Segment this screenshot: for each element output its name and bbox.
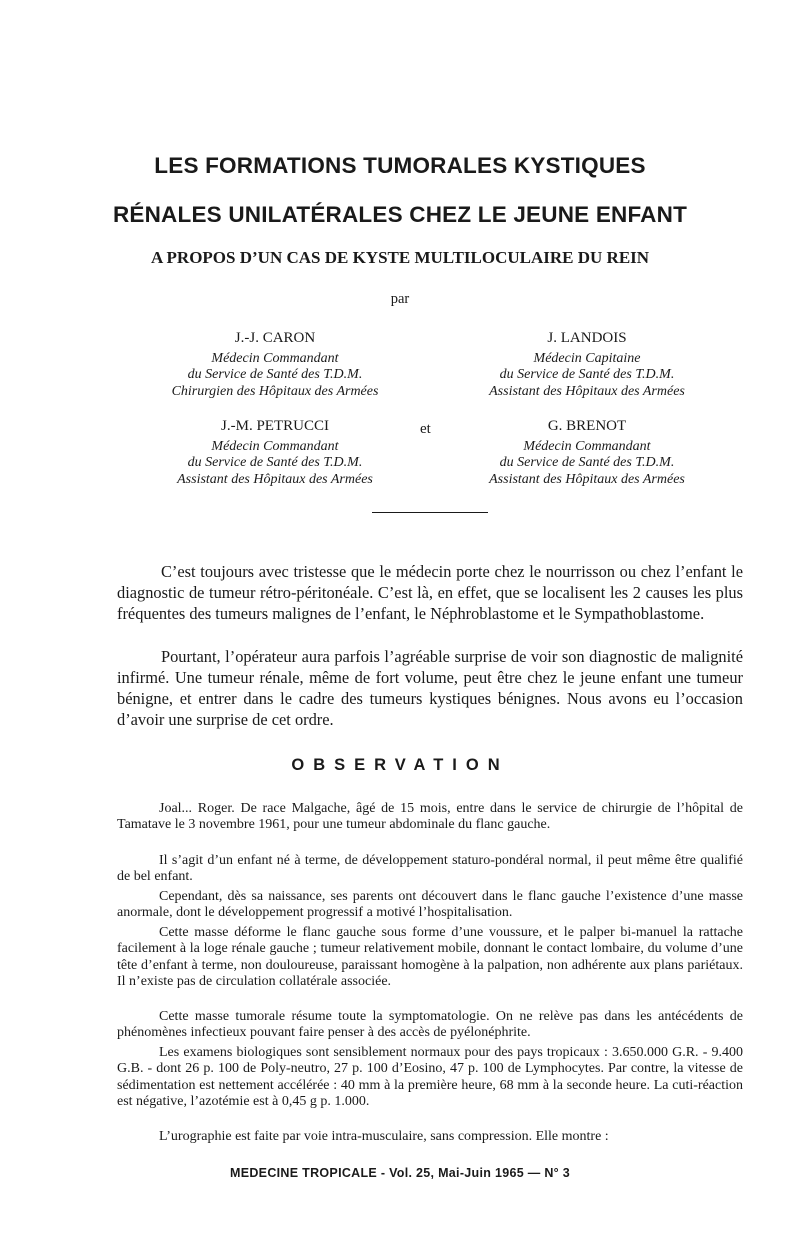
author-rank: Médecin Capitaine (533, 350, 641, 366)
observation-paragraph: L’urographie est faite par voie intra-musculaire, sans compression. Elle montre : (159, 1129, 609, 1144)
separator-rule (372, 512, 488, 513)
journal-footer: MEDECINE TROPICALE - Vol. 25, Mai-Juin 1965 — N° 3 (230, 1166, 570, 1180)
author-rank: Médecin Commandant (523, 438, 651, 454)
author-service: du Service de Santé des T.D.M. (499, 367, 675, 382)
author-conjunction: et (420, 421, 431, 437)
article-subtitle: A PROPOS D’UN CAS DE KYSTE MULTILOCULAIRE DU REIN (150, 248, 650, 267)
observation-paragraph: Cependant, dès sa naissance, ses parents ont découvert dans le flanc gauche l’existence d’une masse anormale, dont le développement progressif a motivé l’hospitalisation. (117, 889, 743, 921)
author-block-caron (125, 330, 425, 400)
article-title-line-2: RÉNALES UNILATÉRALES CHEZ LE JEUNE ENFANT (112, 202, 688, 227)
author-block-petrucci (125, 418, 425, 488)
author-service: du Service de Santé des T.D.M. (187, 455, 363, 470)
article-title-line-1: LES FORMATIONS TUMORALES KYSTIQUES (154, 153, 646, 178)
author-rank: Médecin Commandant (211, 350, 339, 366)
observation-paragraph: Joal... Roger. De race Malgache, âgé de 15 mois, entre dans le service de chirurgie de l’hôpital de Tamatave le 3 novembre 1961, pour une tumeur abdominale du flanc gauche. (117, 801, 743, 833)
author-block-brenot (437, 418, 737, 488)
author-title: Assistant des Hôpitaux des Armées (489, 471, 685, 487)
author-rank: Médecin Commandant (211, 438, 339, 454)
intro-paragraph-1: C’est toujours avec tristesse que le médecin porte chez le nourrisson ou chez l’enfant le diagnostic de tumeur rétro-péritonéale. C’est là, en effet, que se localisent les 2 causes les plus fréquentes des tumeurs malignes de l’enfant, le Néphroblastome et le Sympathoblastome. (117, 562, 743, 623)
observation-paragraph: Les examens biologiques sont sensiblement normaux pour des pays tropicaux : 3.650.000 G.R. - 9.400 G.B. - dont 26 p. 100 de Poly-neutro, 27 p. 100 d’Eosino, 47 p. 100 de Lymphocytes. Par contre, la vitesse de sédimentation est nettement accélérée : 40 mm à la première heure, 68 mm à la seconde heure. La cuti-réaction est négative, l’azotémie est à 0,45 g p. 1.000. (117, 1045, 743, 1110)
section-heading-observation: OBSERVATION (291, 756, 509, 774)
intro-paragraph-2: Pourtant, l’opérateur aura parfois l’agréable surprise de voir son diagnostic de malignité infirmé. Une tumeur rénale, même de fort volume, peut être chez le jeune enfant une tumeur bénigne, et entrer dans le cadre des tumeurs kystiques bénignes. Nous avons eu l’occasion d’avoir une surprise de cet ordre. (117, 647, 743, 729)
author-title: Assistant des Hôpitaux des Armées (489, 383, 685, 399)
author-name: J. LANDOIS (547, 330, 627, 346)
author-name: G. BRENOT (547, 418, 627, 434)
byline-par: par (390, 291, 410, 307)
author-title: Chirurgien des Hôpitaux des Armées (171, 383, 379, 399)
author-title: Assistant des Hôpitaux des Armées (177, 471, 373, 487)
observation-paragraph: Cette masse déforme le flanc gauche sous forme d’une voussure, et le palper bi-manuel la rattache facilement à la loge rénale gauche ; tumeur relativement mobile, donnant le contact lombaire, du volume d’une tête d’enfant à terme, non douloureuse, paraissant homogène à la palpation, non adhérente aux plans pariétaux. Il n’existe pas de circulation collatérale associée. (117, 925, 743, 990)
author-block-landois (437, 330, 737, 400)
observation-paragraph: Cette masse tumorale résume toute la symptomatologie. On ne relève pas dans les antécédents de phénomènes infectieux pouvant faire penser à des accès de pyélonéphrite. (117, 1009, 743, 1041)
author-service: du Service de Santé des T.D.M. (187, 367, 363, 382)
author-service: du Service de Santé des T.D.M. (499, 455, 675, 470)
author-name: J.-J. CARON (234, 330, 316, 346)
observation-paragraph: Il s’agit d’un enfant né à terme, de développement staturo-pondéral normal, il peut même être qualifié de bel enfant. (117, 853, 743, 885)
author-name: J.-M. PETRUCCI (221, 418, 329, 434)
